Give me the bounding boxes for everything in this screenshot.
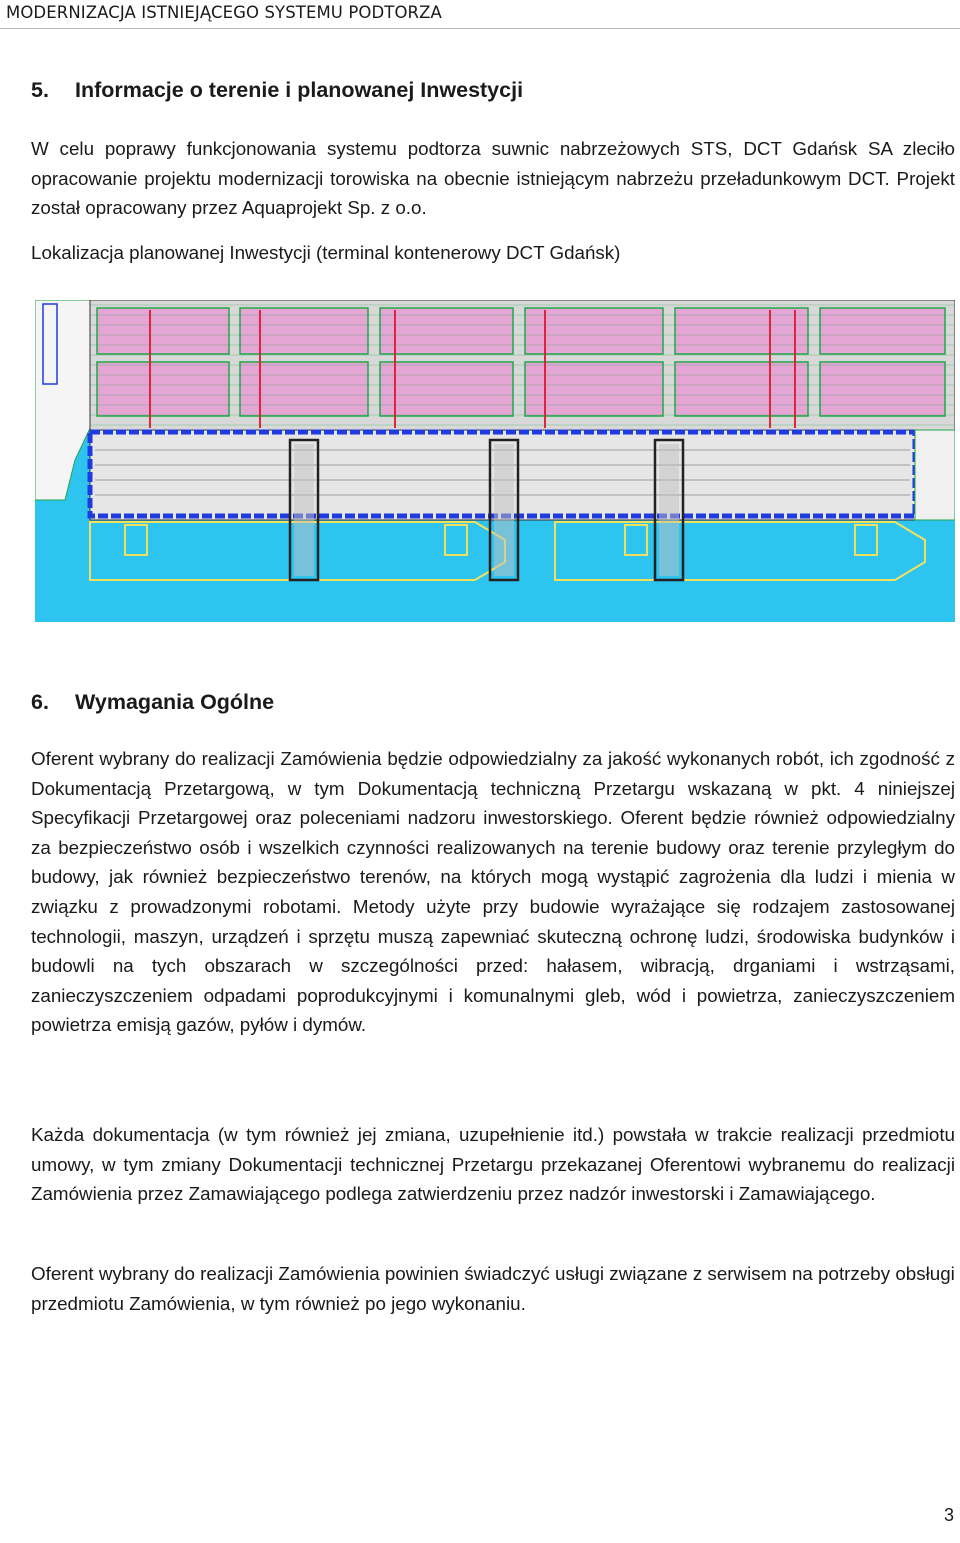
right-edge-area (915, 430, 955, 520)
quay-apron (90, 430, 955, 520)
site-plan-drawing (35, 300, 955, 622)
section-6-paragraph-3: Oferent wybrany do realizacji Zamówienia powinien świadczyć usługi związane z serwisem na potrzeby obsługi przedmiotu Zamówienia, w tym również po jego wykonaniu. (31, 1263, 955, 1314)
section-6-paragraph-2: Każda dokumentacja (w tym również jej zmiana, uzupełnienie itd.) powstała w trakcie realizacji przedmiotu umowy, w tym zmiany Dokumentacji technicznej Przetargu przekazanej Oferentowi wybranemu do realizacji Zamówienia przez Zamawiającego podlega zatwierdzeniu przez nadzór inwestorski i Zamawiającego. (31, 1124, 955, 1205)
page-number: 3 (943, 1505, 954, 1525)
sts-crane-body (659, 444, 679, 576)
container-block-row2 (380, 362, 513, 416)
section-6-paragraph-1: Oferent wybrany do realizacji Zamówienia będzie odpowiedzialny za jakość wykonanych robót, ich zgodność z Dokumentacją Przetargową, w tym Dokumentacją techniczną Przetargu wskazaną w pkt. 4 niniejszej Specyfikacji Przetargowej oraz poleceniami nadzoru inwestorskiego. Oferent będzie również odpowiedzialny za bezpieczeństwo osób i wszelkich czynności realizowanych na terenie budowy oraz terenie przyległym do budowy, jak również bezpieczeństwo terenów, na których mogą wystąpić zagrożenia dla ludzi i mienia w związku z prowadzonymi robotami. Metody użyte przy budowie wyrażające się rodzajem zastosowanej technologii, maszyn, urządzeń i sprzętu muszą zapewniać skuteczną ochronę ludzi, środowiska budynków i budowli na tych obszarach w szczególności przed: hałasem, wibracją, drganiami i wstrząsami, zanieczyszczeniem odpadami poprodukcyjnymi i komunalnymi gleb, wód i powietrza, zanieczyszczeniem powietrza emisją gazów, pyłów i dymów. (31, 748, 955, 1036)
sts-crane-body (294, 444, 314, 576)
running-header (0, 0, 960, 29)
container-block-row2 (97, 362, 229, 416)
section-5-number: 5. (31, 78, 49, 102)
document-title: MODERNIZACJA ISTNIEJĄCEGO SYSTEMU PODTORZA (6, 3, 442, 22)
section-5-title: Informacje o terenie i planowanej Inwestycji (75, 78, 524, 102)
section-6-title: Wymagania Ogólne (75, 690, 275, 714)
sts-crane-body (494, 444, 514, 576)
container-block-row2 (820, 362, 945, 416)
figure-caption: Lokalizacja planowanej Inwestycji (terminal kontenerowy DCT Gdańsk) (31, 242, 621, 263)
section-5-heading (31, 78, 523, 103)
section-6-heading (31, 690, 274, 715)
section-5-paragraph: W celu poprawy funkcjonowania systemu podtorza suwnic nabrzeżowych STS, DCT Gdańsk SA zleciło opracowanie projektu modernizacji torowiska na obecnie istniejącym nabrzeżu przeładunkowym DCT. Projekt został opracowany przez Aquaprojekt Sp. z o.o. (31, 138, 955, 219)
section-6-number: 6. (31, 690, 49, 714)
terminal-site-plan (35, 300, 955, 622)
container-block-row2 (675, 362, 808, 416)
